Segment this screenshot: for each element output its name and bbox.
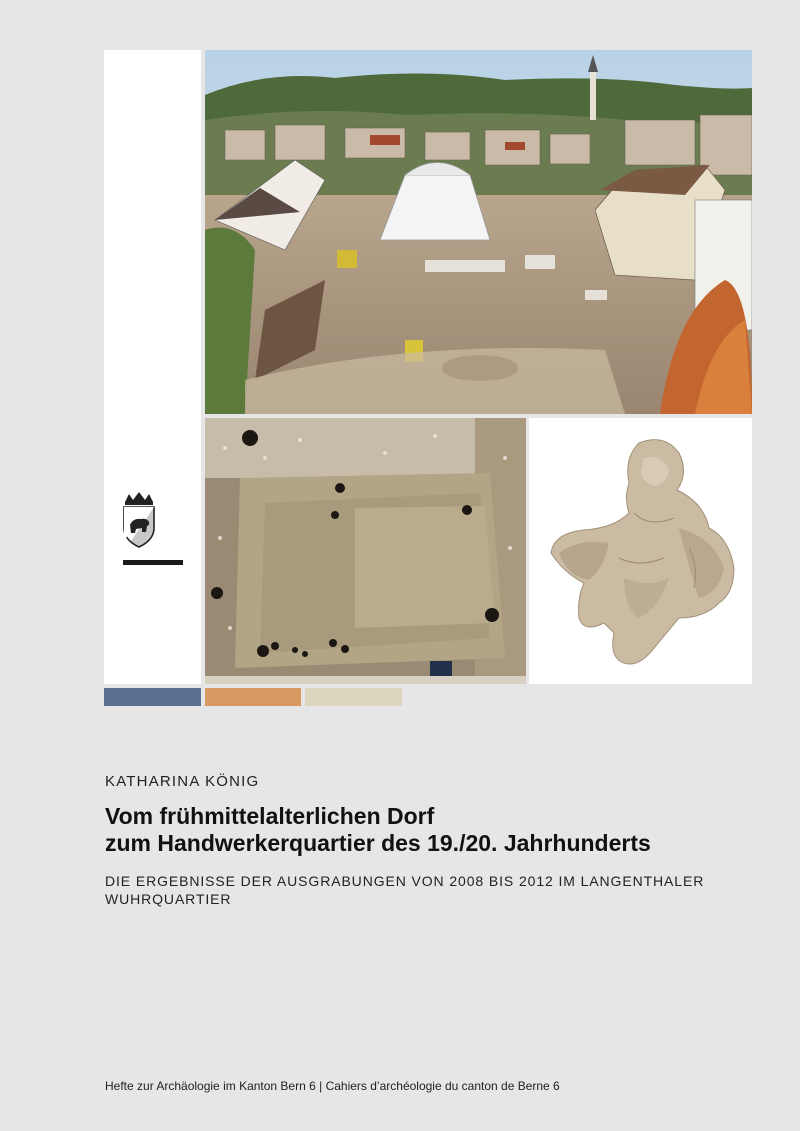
figurine-photo	[529, 418, 752, 684]
pit-house-photo	[205, 418, 526, 684]
book-subtitle: DIE ERGEBNISSE DER AUSGRABUNGEN VON 2008 BIS 2012 IM LANGENTHALER WUHRQUARTIER	[105, 873, 705, 907]
author-name: KATHARINA KÖNIG	[105, 773, 260, 790]
book-title	[105, 803, 765, 857]
bern-crest-icon	[121, 492, 157, 548]
title-line-1: Vom frühmittelalterlichen Dorf	[105, 803, 435, 829]
series-line: Hefte zur Archäologie im Kanton Bern 6 | Cahiers d’archéologie du canton de Berne 6	[105, 1079, 560, 1093]
white-side-panel	[104, 50, 201, 684]
color-swatch-blue	[104, 688, 201, 706]
title-line-2: zum Handwerkerquartier des 19./20. Jahrhunderts	[105, 830, 651, 856]
crest-underline	[123, 560, 183, 565]
excavation-site-photo	[205, 50, 752, 414]
color-swatch-beige	[305, 688, 402, 706]
color-swatch-orange	[205, 688, 301, 706]
